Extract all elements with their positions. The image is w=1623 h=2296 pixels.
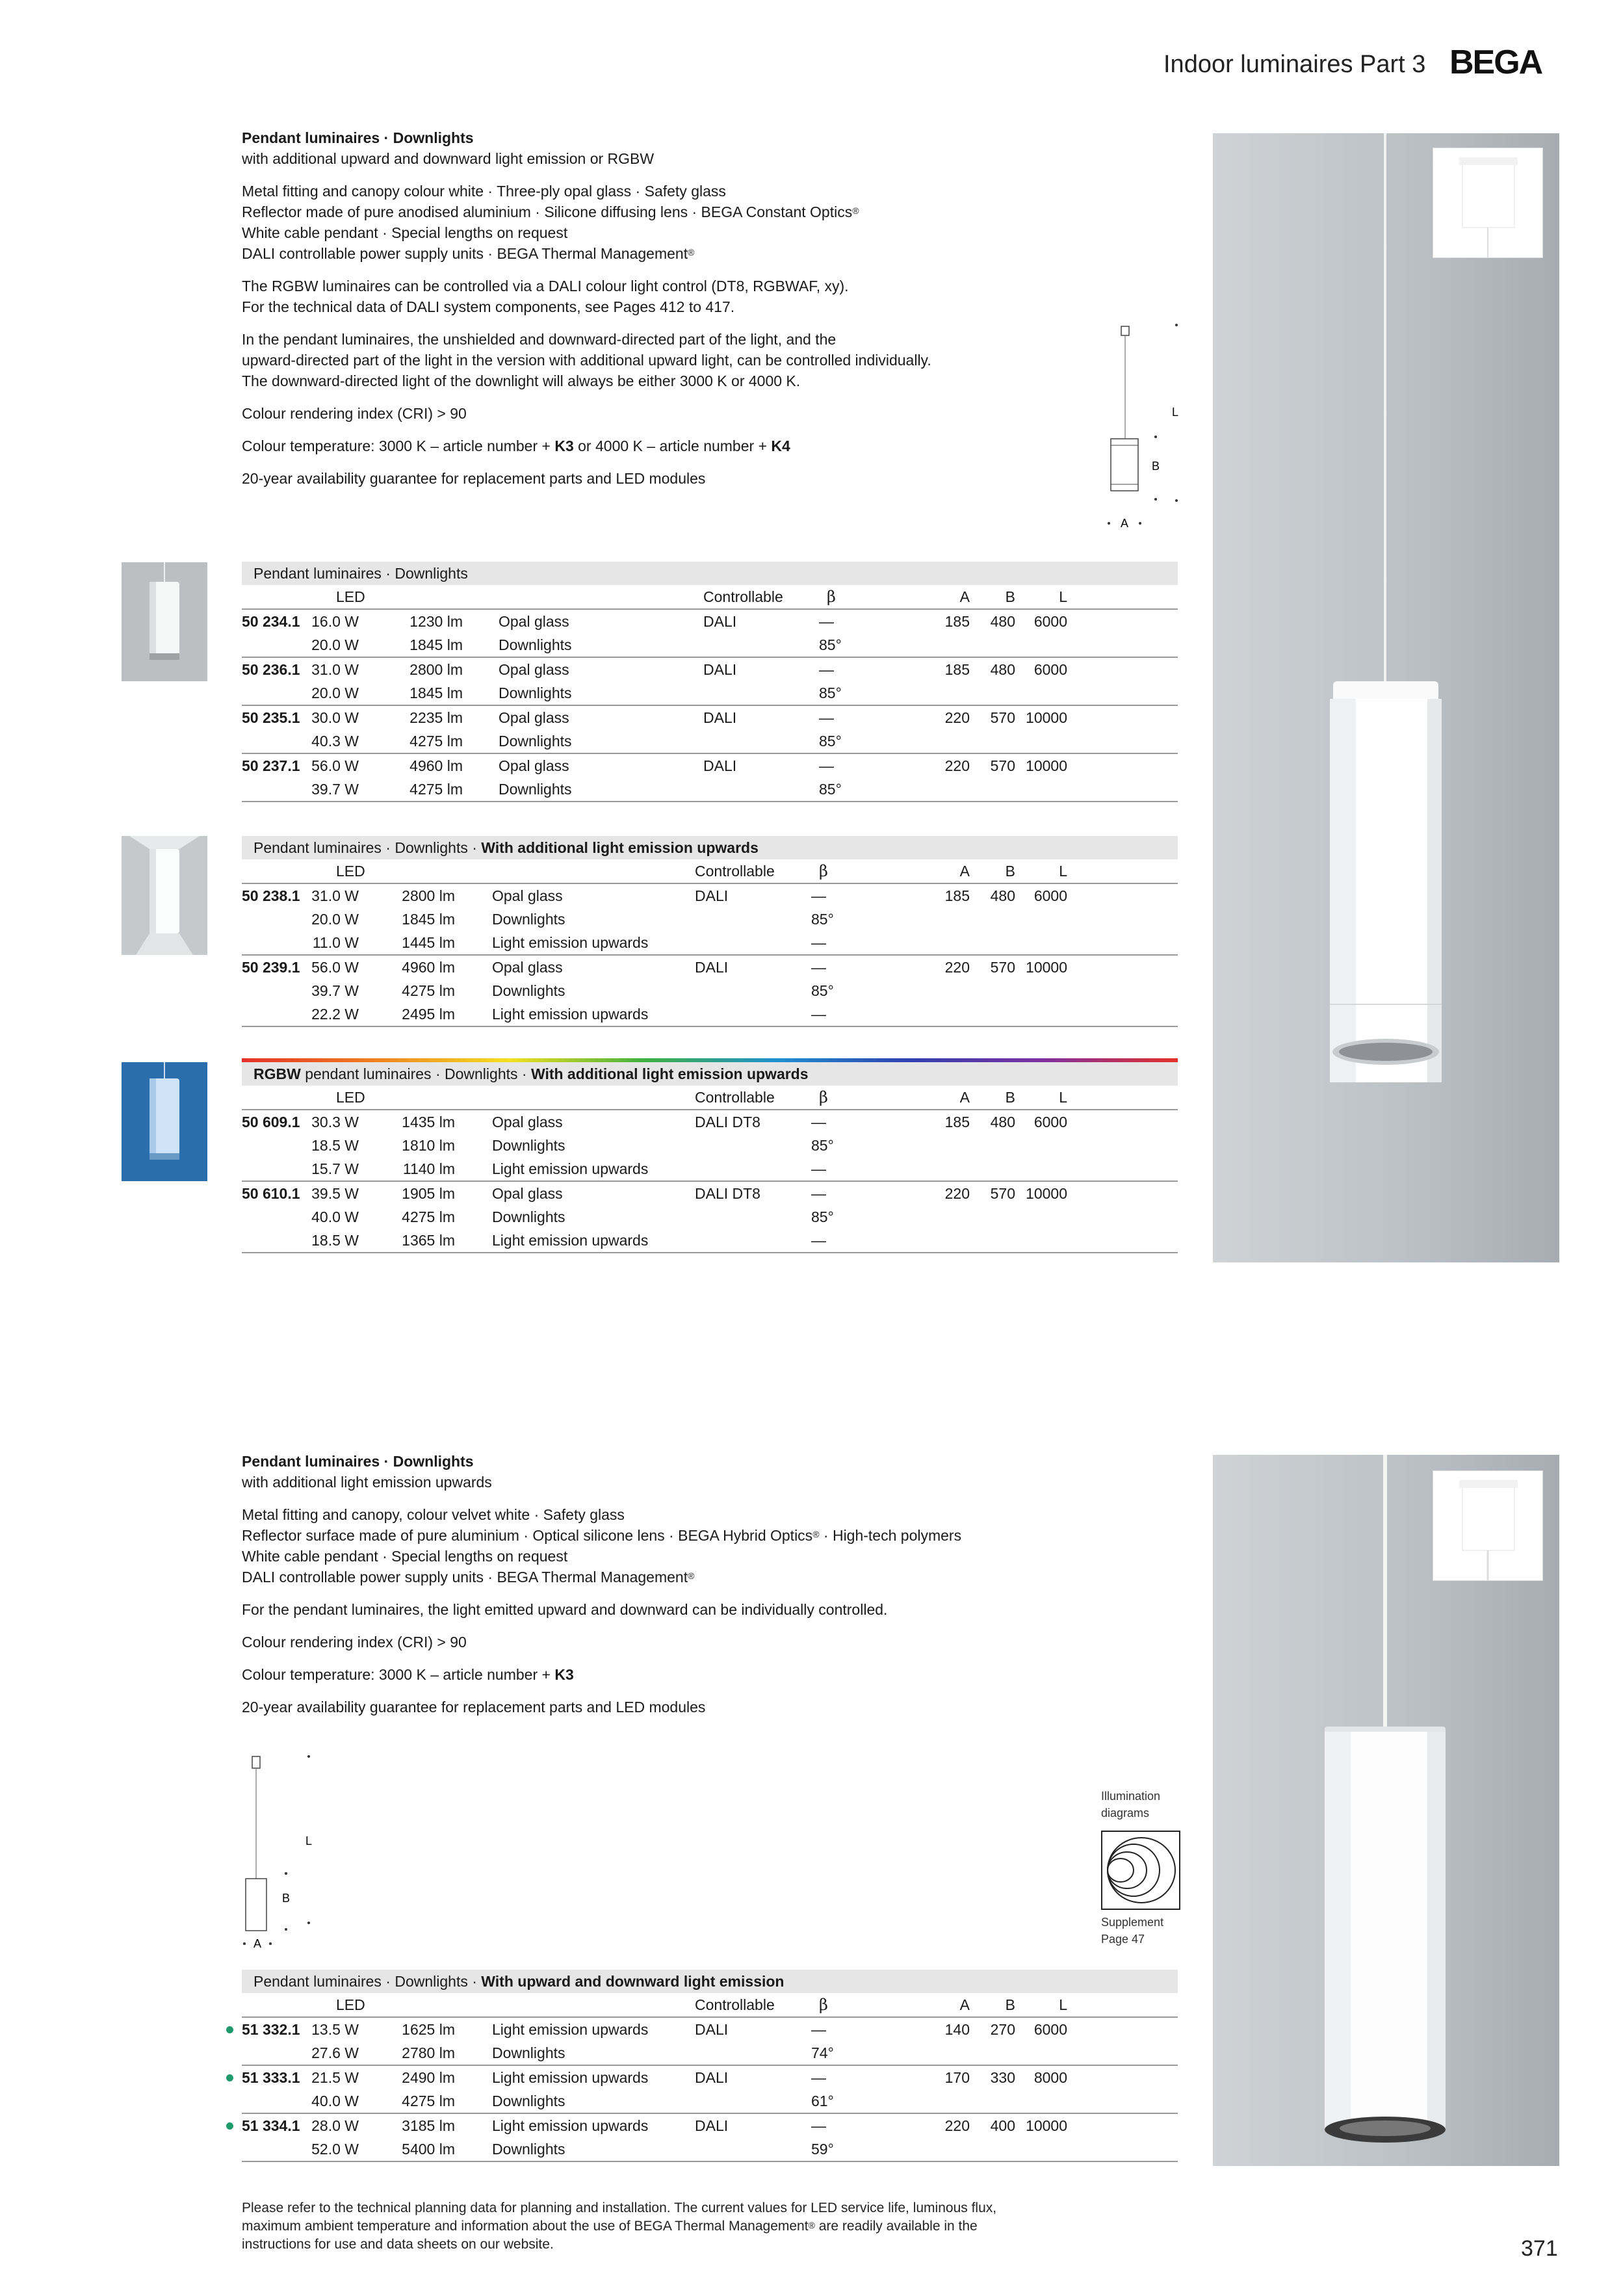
article-number: 51 333.1 (242, 2069, 300, 2086)
lumens: 4275 lm (409, 781, 463, 798)
lumens: 3185 lm (402, 2117, 455, 2134)
col-l: L (1059, 1089, 1067, 1106)
brand-logo: BEGA (1449, 44, 1542, 81)
col-led: LED (336, 863, 365, 880)
description: Downlights (499, 636, 572, 653)
lumens: 1905 lm (402, 1185, 455, 1202)
table-row (242, 884, 1178, 907)
section2-text-line: DALI controllable power supply units · BEGA Thermal Management (242, 1569, 688, 1585)
wattage: 40.0 W (311, 1208, 359, 1225)
lumens: 4960 lm (402, 959, 455, 976)
dim-b: 480 (990, 1114, 1015, 1130)
illumination-label: Illumination diagrams (1101, 1790, 1161, 1820)
table-row (242, 1229, 1178, 1252)
description: Light emission upwards (492, 2117, 649, 2134)
article-number: 50 239.1 (242, 959, 300, 976)
dim-l: 6000 (1033, 2021, 1067, 2038)
beam-angle: 85° (819, 685, 842, 701)
description: Downlights (499, 781, 572, 798)
article-number: 50 610.1 (242, 1185, 300, 1202)
section2-text-line: · High-tech polymers (819, 1527, 962, 1544)
controllable: DALI (695, 887, 729, 904)
product-photo-1 (1213, 133, 1559, 1262)
lumens: 1365 lm (402, 1232, 455, 1249)
new-product-dot-icon (226, 2074, 233, 2081)
lumens: 1845 lm (409, 685, 463, 701)
section1-cri: Colour rendering index (CRI) > 90 (242, 405, 467, 422)
article-group (242, 956, 1178, 1027)
lumens: 4275 lm (402, 1208, 455, 1225)
controllable: DALI (695, 959, 729, 976)
section2-title: Pendant luminaires · Downlights (242, 1453, 474, 1470)
registered-mark: ® (688, 1571, 695, 1581)
registered-mark: ® (688, 247, 695, 257)
col-b: B (1005, 1089, 1015, 1106)
wattage: 27.6 W (311, 2044, 359, 2061)
article-group (242, 658, 1178, 706)
beam-angle: — (819, 757, 834, 774)
footer-note: Please refer to the technical planning data for planning and installation. The current values for LED service life, luminous flux, maximum ambient temperature and information about the use of BEGA Thermal Management® are readily available in the instructions for use and data sheets on our website. (242, 2200, 997, 2252)
table-row (242, 931, 1178, 954)
wattage: 56.0 W (311, 757, 359, 774)
wattage: 28.0 W (311, 2117, 359, 2134)
section1-guarantee: 20-year availability guarantee for replacement parts and LED modules (242, 470, 706, 487)
dim-l: 10000 (1026, 2117, 1067, 2134)
table-row (242, 956, 1178, 979)
table2-caption: Pendant luminaires · Downlights · With additional light emission upwards (242, 836, 1178, 859)
lumens: 2800 lm (409, 661, 463, 678)
wattage: 15.7 W (311, 1160, 359, 1177)
page-header-title: Indoor luminaires Part 3 (1163, 51, 1426, 78)
section1-text-line: Metal fitting and canopy colour white · Three-ply opal glass · Safety glass (242, 183, 726, 200)
beam-angle: — (811, 1232, 826, 1249)
dim-label-L: L (305, 1834, 313, 1847)
article-group (242, 754, 1178, 802)
new-product-dot-icon (226, 2122, 233, 2130)
table2-header (242, 859, 1178, 884)
controllable: DALI (703, 661, 737, 678)
beam-angle: 85° (811, 911, 834, 928)
dim-a: 170 (944, 2069, 970, 2086)
controllable: DALI (695, 2069, 729, 2086)
table-row (242, 2018, 1178, 2041)
wattage: 30.3 W (311, 1114, 359, 1130)
col-controllable: Controllable (695, 1996, 775, 2013)
table-row (242, 1002, 1178, 1026)
beam-angle: 85° (819, 781, 842, 798)
section1-text-line: In the pendant luminaires, the unshielded and downward-directed part of the light, and the (242, 331, 837, 348)
col-led: LED (336, 1089, 365, 1106)
table-row (242, 729, 1178, 753)
col-beta: β (819, 1996, 828, 2014)
description: Downlights (492, 1208, 565, 1225)
controllable: DALI (703, 613, 737, 630)
wattage: 20.0 W (311, 685, 359, 701)
beam-angle: — (811, 2117, 826, 2134)
table-row (242, 979, 1178, 1002)
table3-caption: RGBW pendant luminaires · Downlights · With additional light emission upwards (242, 1062, 1178, 1086)
lumens: 2800 lm (402, 887, 455, 904)
col-beta: β (819, 862, 828, 880)
article-number: 50 609.1 (242, 1114, 300, 1130)
article-group (242, 706, 1178, 754)
section1-title: Pendant luminaires · Downlights (242, 129, 474, 146)
supplement-reference: Supplement Page 47 (1101, 1916, 1164, 1946)
table4-header (242, 1993, 1178, 2018)
wattage: 20.0 W (311, 636, 359, 653)
col-l: L (1059, 1996, 1067, 2013)
lumens: 4275 lm (402, 2093, 455, 2109)
lumens: 1810 lm (402, 1137, 455, 1154)
section2-control-text: For the pendant luminaires, the light emitted upward and downward can be individually controlled. (242, 1601, 888, 1618)
section1-text-line: The downward-directed light of the downlight will always be either 3000 K or 4000 K. (242, 372, 801, 389)
dim-b: 270 (990, 2021, 1015, 2038)
dim-a: 220 (944, 757, 970, 774)
wattage: 18.5 W (311, 1232, 359, 1249)
lumens: 4960 lm (409, 757, 463, 774)
dim-l: 10000 (1026, 1185, 1067, 1202)
dim-b: 570 (990, 757, 1015, 774)
wattage: 22.2 W (311, 1006, 359, 1023)
table-downlights-upward (242, 836, 1178, 1027)
lumens: 5400 lm (402, 2141, 455, 2158)
description: Downlights (499, 685, 572, 701)
dim-a: 185 (944, 661, 970, 678)
article-group (242, 1182, 1178, 1253)
lumens: 4275 lm (402, 982, 455, 999)
dim-l: 6000 (1033, 661, 1067, 678)
dimension-drawing-2 (234, 1749, 325, 1957)
dim-a: 220 (944, 2117, 970, 2134)
dim-l: 6000 (1033, 1114, 1067, 1130)
beam-angle: — (811, 1160, 826, 1177)
description: Opal glass (492, 959, 563, 976)
description: Downlights (492, 2044, 565, 2061)
dim-a: 220 (944, 959, 970, 976)
article-number: 50 238.1 (242, 887, 300, 904)
dim-a: 220 (944, 1185, 970, 1202)
description: Opal glass (492, 1185, 563, 1202)
dim-b: 570 (990, 709, 1015, 726)
description: Downlights (492, 982, 565, 999)
article-group (242, 884, 1178, 956)
table-row (242, 2114, 1178, 2137)
dim-l: 10000 (1026, 959, 1067, 976)
table-row (242, 610, 1178, 633)
wattage: 18.5 W (311, 1137, 359, 1154)
new-product-dot-icon (226, 2026, 233, 2033)
section1-text-line: For the technical data of DALI system components, see Pages 412 to 417. (242, 298, 735, 315)
controllable: DALI (703, 709, 737, 726)
table-row (242, 2089, 1178, 2113)
description: Downlights (492, 2141, 565, 2158)
section1-text-line: Reflector made of pure anodised aluminium · Silicone diffusing lens · BEGA Constant Optics (242, 203, 853, 220)
dim-l: 6000 (1033, 613, 1067, 630)
description: Opal glass (499, 709, 569, 726)
dim-b: 400 (990, 2117, 1015, 2134)
beam-angle: — (811, 1185, 826, 1202)
beam-angle: 85° (811, 982, 834, 999)
description: Opal glass (499, 661, 569, 678)
section2-text-line: Metal fitting and canopy, colour velvet white · Safety glass (242, 1506, 625, 1523)
wattage: 40.3 W (311, 733, 359, 750)
table-row (242, 1182, 1178, 1205)
lumens: 2235 lm (409, 709, 463, 726)
article-number: 50 234.1 (242, 613, 300, 630)
table-row (242, 2041, 1178, 2065)
col-a: A (959, 863, 970, 880)
wattage: 40.0 W (311, 2093, 359, 2109)
canopy-inset-2 (1433, 1470, 1543, 1581)
table-row (242, 706, 1178, 729)
description: Opal glass (499, 613, 569, 630)
wattage: 52.0 W (311, 2141, 359, 2158)
section2-text-line: Reflector surface made of pure aluminium · Optical silicone lens · BEGA Hybrid Optics (242, 1527, 813, 1544)
col-led: LED (336, 1996, 365, 2013)
beam-angle: — (819, 661, 834, 678)
table-row (242, 1134, 1178, 1157)
wattage: 20.0 W (311, 911, 359, 928)
table-up-down-emission (242, 1970, 1178, 2162)
lumens: 1625 lm (402, 2021, 455, 2038)
section2-cri: Colour rendering index (CRI) > 90 (242, 1634, 467, 1650)
thumbnail-downlight-upward (122, 836, 207, 955)
wattage: 39.5 W (311, 1185, 359, 1202)
beam-angle: 74° (811, 2044, 834, 2061)
col-beta: β (819, 1088, 828, 1106)
description: Light emission upwards (492, 2069, 649, 2086)
wattage: 31.0 W (311, 887, 359, 904)
table4-caption: Pendant luminaires · Downlights · With upward and downward light emission (242, 1970, 1178, 1993)
description: Light emission upwards (492, 2021, 649, 2038)
lumens: 4275 lm (409, 733, 463, 750)
dim-b: 480 (990, 887, 1015, 904)
section2-guarantee: 20-year availability guarantee for replacement parts and LED modules (242, 1699, 706, 1715)
section1-text-line: The RGBW luminaires can be controlled via a DALI colour light control (DT8, RGBWAF, xy). (242, 278, 849, 294)
section1-colour-temp: Colour temperature: 3000 K – article number + K3 or 4000 K – article number + K4 (242, 437, 790, 454)
table-row (242, 777, 1178, 801)
wattage: 39.7 W (311, 982, 359, 999)
article-group (242, 2018, 1178, 2066)
article-number: 50 235.1 (242, 709, 300, 726)
article-group (242, 2066, 1178, 2114)
description: Opal glass (499, 757, 569, 774)
beam-angle: 85° (811, 1208, 834, 1225)
description: Light emission upwards (492, 1160, 649, 1177)
section1-text-line: White cable pendant · Special lengths on request (242, 224, 568, 241)
controllable: DALI (703, 757, 737, 774)
thumbnail-downlight (122, 562, 207, 681)
article-number: 51 332.1 (242, 2021, 300, 2038)
dim-label-A: A (1121, 517, 1129, 530)
article-number: 50 236.1 (242, 661, 300, 678)
section2-subtitle: with additional light emission upwards (242, 1474, 492, 1491)
col-a: A (959, 1089, 970, 1106)
beam-angle: — (811, 1114, 826, 1130)
beam-angle: 85° (811, 1137, 834, 1154)
section1-intro (242, 127, 1178, 501)
illumination-diagram-icon[interactable] (1101, 1831, 1180, 1910)
col-controllable: Controllable (695, 863, 775, 880)
lumens: 2495 lm (402, 1006, 455, 1023)
description: Light emission upwards (492, 934, 649, 951)
beam-angle: 61° (811, 2093, 834, 2109)
description: Opal glass (492, 887, 563, 904)
section1-text-line: upward-directed part of the light in the version with additional upward light, can be controlled individually. (242, 352, 931, 369)
table-row (242, 1205, 1178, 1229)
wattage: 16.0 W (311, 613, 359, 630)
wattage: 21.5 W (311, 2069, 359, 2086)
wattage: 11.0 W (312, 934, 359, 951)
table-row (242, 754, 1178, 777)
col-b: B (1005, 863, 1015, 880)
section2-text-line: White cable pendant · Special lengths on request (242, 1548, 568, 1565)
table-row (242, 2137, 1178, 2161)
section2-colour-temp: Colour temperature: 3000 K – article number + K3 (242, 1666, 574, 1683)
description: Downlights (492, 2093, 565, 2109)
col-l: L (1059, 863, 1067, 880)
table-rgbw (242, 1058, 1178, 1253)
description: Downlights (492, 1137, 565, 1154)
product-photo-2 (1213, 1455, 1559, 2166)
beam-angle: — (811, 2069, 826, 2086)
table-row (242, 907, 1178, 931)
beam-angle: — (811, 934, 826, 951)
beam-angle: — (811, 959, 826, 976)
table-row (242, 1110, 1178, 1134)
col-a: A (959, 588, 970, 605)
table1-caption: Pendant luminaires · Downlights (242, 562, 1178, 585)
dim-l: 8000 (1033, 2069, 1067, 2086)
dim-l: 6000 (1033, 887, 1067, 904)
registered-mark: ® (812, 1529, 820, 1539)
table-row (242, 2066, 1178, 2089)
table1-header (242, 585, 1178, 610)
article-group (242, 1110, 1178, 1182)
description: Opal glass (492, 1114, 563, 1130)
wattage: 30.0 W (311, 709, 359, 726)
table-downlights (242, 562, 1178, 802)
dim-b: 570 (990, 959, 1015, 976)
section1-text-line: DALI controllable power supply units · BEGA Thermal Management (242, 245, 688, 262)
section2-intro (242, 1451, 1178, 1729)
dim-b: 480 (990, 613, 1015, 630)
article-group (242, 610, 1178, 658)
lumens: 1845 lm (402, 911, 455, 928)
section1-subtitle: with additional upward and downward light emission or RGBW (242, 150, 655, 167)
lumens: 2780 lm (402, 2044, 455, 2061)
dim-a: 185 (944, 887, 970, 904)
controllable: DALI (695, 2021, 729, 2038)
lumens: 1435 lm (402, 1114, 455, 1130)
dim-a: 220 (944, 709, 970, 726)
beam-angle: — (811, 887, 826, 904)
dim-b: 330 (990, 2069, 1015, 2086)
description: Downlights (499, 733, 572, 750)
dimension-drawing-1 (1098, 319, 1189, 533)
table-row (242, 658, 1178, 681)
description: Light emission upwards (492, 1006, 649, 1023)
dim-label-B: B (1152, 460, 1160, 473)
col-b: B (1005, 588, 1015, 605)
col-led: LED (336, 588, 365, 605)
dim-l: 10000 (1026, 757, 1067, 774)
wattage: 56.0 W (311, 959, 359, 976)
description: Light emission upwards (492, 1232, 649, 1249)
canopy-inset-1 (1433, 148, 1543, 258)
wattage: 31.0 W (311, 661, 359, 678)
col-beta: β (827, 588, 836, 606)
description: Downlights (492, 911, 565, 928)
dim-b: 570 (990, 1185, 1015, 1202)
beam-angle: 85° (819, 733, 842, 750)
dim-a: 140 (944, 2021, 970, 2038)
registered-mark: ® (852, 205, 859, 216)
thumbnail-rgbw (122, 1062, 207, 1181)
wattage: 39.7 W (311, 781, 359, 798)
lumens: 1230 lm (409, 613, 463, 630)
beam-angle: 59° (811, 2141, 834, 2158)
controllable: DALI DT8 (695, 1185, 760, 1202)
lumens: 1845 lm (409, 636, 463, 653)
beam-angle: — (819, 613, 834, 630)
table-row (242, 633, 1178, 657)
table3-header (242, 1086, 1178, 1110)
col-controllable: Controllable (703, 588, 783, 605)
table-row (242, 1157, 1178, 1181)
controllable: DALI (695, 2117, 729, 2134)
article-number: 51 334.1 (242, 2117, 300, 2134)
col-l: L (1059, 588, 1067, 605)
dim-l: 10000 (1026, 709, 1067, 726)
dim-a: 185 (944, 613, 970, 630)
beam-angle: 85° (819, 636, 842, 653)
dim-b: 480 (990, 661, 1015, 678)
beam-angle: — (811, 2021, 826, 2038)
col-a: A (959, 1996, 970, 2013)
wattage: 13.5 W (311, 2021, 359, 2038)
dim-a: 185 (944, 1114, 970, 1130)
page-number: 371 (1521, 2236, 1558, 2261)
dim-label-L: L (1172, 406, 1179, 419)
article-number: 50 237.1 (242, 757, 300, 774)
lumens: 2490 lm (402, 2069, 455, 2086)
dim-label-B: B (282, 1892, 291, 1905)
article-group (242, 2114, 1178, 2162)
col-b: B (1005, 1996, 1015, 2013)
dim-label-A: A (253, 1937, 262, 1950)
lumens: 1140 lm (402, 1160, 455, 1177)
controllable: DALI DT8 (695, 1114, 760, 1130)
lumens: 1445 lm (402, 934, 455, 951)
table-row (242, 681, 1178, 705)
beam-angle: — (819, 709, 834, 726)
beam-angle: — (811, 1006, 826, 1023)
col-controllable: Controllable (695, 1089, 775, 1106)
